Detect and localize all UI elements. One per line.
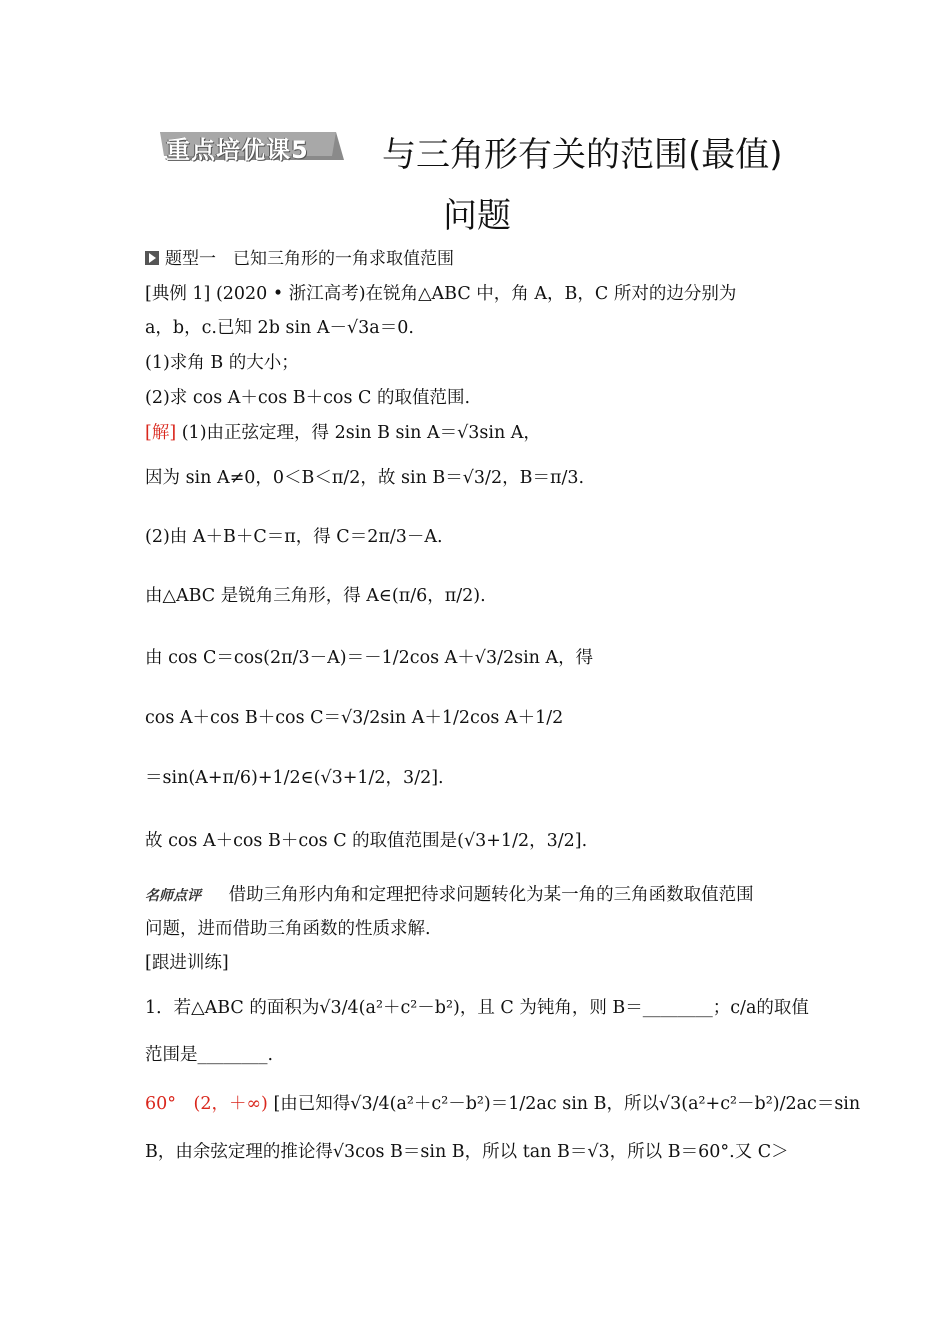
comment-tag: 名师点评 [145,888,201,904]
solution-line-5: 由 cos C＝cos(2π/3－A)＝－1/2cos A＋√3/2sin A，得 [145,648,594,668]
section-badge [160,128,344,162]
section-heading-text: 题型一 已知三角形的一角求取值范围 [165,249,454,269]
play-triangle-icon [145,251,159,265]
question-2: (2)求 cos A＋cos B＋cos C 的取值范围. [145,388,471,408]
answer-line-1 [145,1092,860,1116]
answer-line-2: B，由余弦定理的推论得√3cos B＝sin B，所以 tan B＝√3，所以 B＝60°.又 C＞ [145,1142,789,1162]
example-tag: [典例 1] [145,284,211,304]
practice-tag: [跟进训练] [145,953,229,973]
comment-line-1 [145,883,754,908]
solution-line-6: cos A＋cos B＋cos C＝√3/2sin A＋1/2cos A＋1/2 [145,708,564,728]
comment-text: 借助三角形内角和定理把待求问题转化为某一角的三角函数取值范围 [228,885,754,905]
practice-line-2: 范围是________. [145,1045,274,1065]
section-heading [145,247,454,271]
solution-line-8: 故 cos A＋cos B＋cos C 的取值范围是(√3+1/2，3/2]. [145,831,588,851]
example-line-2: a，b，c.已知 2b sin A－√3a＝0. [145,318,414,338]
page-title: 与三角形有关的范围(最值) [382,135,783,175]
practice-line-1: 1．若△ABC 的面积为√3/4(a²＋c²－b²)，且 C 为钝角，则 B＝________；c/a的取值 [145,998,809,1018]
badge-label: 重点培优课5 [166,136,309,164]
solution-line-4: 由△ABC 是锐角三角形，得 A∈(π/6，π/2). [145,586,486,606]
example-text: (2020 • 浙江高考)在锐角△ABC 中，角 A，B，C 所对的边分别为 [215,284,737,304]
example-line-1 [145,282,736,306]
solution-line-7: ＝sin(A+π/6)+1/2∈(√3+1/2，3/2]. [145,768,444,788]
page-title-line2: 问题 [443,196,511,236]
solution-tag: [解] [145,423,177,443]
question-1: (1)求角 B 的大小； [145,353,299,373]
solution-line-1 [145,421,541,445]
comment-line-2: 问题，进而借助三角函数的性质求解. [145,919,431,939]
solution-line-2: 因为 sin A≠0，0＜B＜π/2，故 sin B＝√3/2，B＝π/3. [145,468,585,488]
solution-line-3: (2)由 A＋B＋C＝π，得 C＝2π/3－A. [145,527,443,547]
answer-explanation: [由已知得√3/4(a²＋c²－b²)＝1/2ac sin B，所以√3(a²+c²－b²)/2ac＝sin [273,1094,861,1114]
solution-text: (1)由正弦定理，得 2sin B sin A＝√3sin A， [181,423,541,443]
answer-value: 60° (2，＋∞) [145,1094,268,1114]
